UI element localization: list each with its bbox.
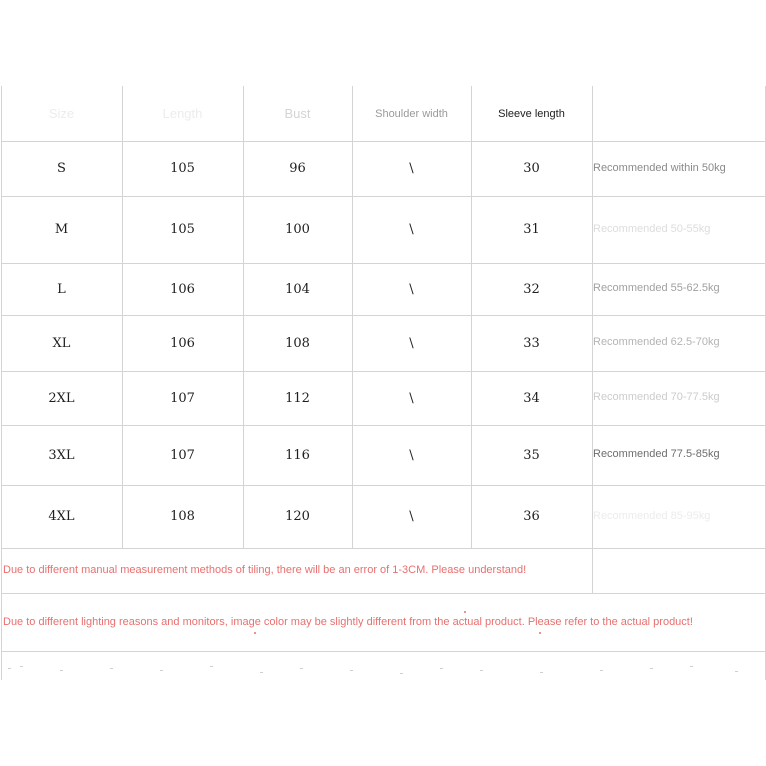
recommendation-cell: Recommended 62.5-70kg bbox=[593, 336, 720, 348]
decorative-dot bbox=[254, 632, 256, 634]
faint-mark bbox=[400, 673, 403, 674]
faint-mark bbox=[300, 668, 303, 669]
length-cell: 105 bbox=[170, 161, 195, 176]
bust-cell: 116 bbox=[285, 447, 310, 463]
faint-mark bbox=[600, 670, 603, 671]
header-bust: Bust bbox=[284, 106, 311, 121]
header-shoulder-width: Shoulder width bbox=[375, 107, 448, 120]
shoulder-cell: \ bbox=[409, 222, 414, 237]
faint-mark bbox=[20, 666, 23, 667]
grid-row-line bbox=[1, 548, 766, 549]
sleeve-cell: 35 bbox=[523, 447, 540, 463]
size-cell: 3XL bbox=[48, 447, 75, 463]
size-cell: S bbox=[57, 161, 66, 176]
sleeve-cell: 30 bbox=[523, 161, 540, 176]
measurement-note: Due to different manual measurement methods of tiling, there will be an error of 1-3CM. Please understand! bbox=[3, 564, 527, 576]
recommendation-cell: Recommended 85-95kg bbox=[593, 509, 711, 522]
sleeve-cell: 36 bbox=[523, 509, 540, 524]
decorative-dot bbox=[539, 632, 541, 634]
size-cell: M bbox=[54, 222, 69, 237]
bust-cell: 104 bbox=[285, 281, 310, 297]
grid-row-line bbox=[1, 651, 766, 652]
faint-mark bbox=[350, 670, 353, 671]
length-cell: 105 bbox=[170, 222, 195, 237]
size-cell: 2XL bbox=[48, 390, 75, 406]
faint-mark bbox=[440, 668, 443, 669]
shoulder-cell: \ bbox=[409, 447, 414, 463]
faint-mark bbox=[540, 672, 543, 673]
bust-cell: 100 bbox=[285, 222, 310, 237]
faint-mark bbox=[110, 668, 113, 669]
header-length: Length bbox=[162, 106, 203, 121]
size-cell: 4XL bbox=[48, 509, 75, 524]
faint-mark bbox=[8, 668, 11, 669]
sleeve-cell: 31 bbox=[523, 222, 540, 237]
faint-mark bbox=[60, 670, 63, 671]
length-cell: 106 bbox=[170, 281, 195, 297]
grid-row-line bbox=[1, 593, 766, 594]
faint-mark bbox=[210, 666, 213, 667]
shoulder-cell: \ bbox=[409, 281, 414, 297]
shoulder-cell: \ bbox=[409, 390, 414, 406]
faint-mark bbox=[480, 670, 483, 671]
header-size: Size bbox=[48, 106, 75, 121]
sleeve-cell: 34 bbox=[523, 390, 540, 406]
recommendation-cell: Recommended 70-77.5kg bbox=[593, 391, 720, 403]
faint-mark bbox=[690, 666, 693, 667]
length-cell: 106 bbox=[170, 335, 195, 351]
recommendation-cell: Recommended 77.5-85kg bbox=[593, 448, 720, 460]
bust-cell: 108 bbox=[285, 335, 310, 351]
bust-cell: 96 bbox=[289, 161, 306, 176]
faint-mark bbox=[735, 671, 738, 672]
recommendation-cell: Recommended within 50kg bbox=[593, 161, 726, 174]
faint-mark bbox=[160, 670, 163, 671]
length-cell: 107 bbox=[170, 447, 195, 463]
grid-col-line bbox=[1, 548, 2, 680]
length-cell: 108 bbox=[170, 509, 195, 524]
color-note: Due to different lighting reasons and monitors, image color may be slightly different from the actual product. Please refer to the actual product! bbox=[3, 616, 693, 628]
sleeve-cell: 33 bbox=[523, 335, 540, 351]
bust-cell: 112 bbox=[285, 390, 310, 406]
shoulder-cell: \ bbox=[409, 161, 414, 176]
faint-mark bbox=[260, 672, 263, 673]
size-cell: XL bbox=[52, 335, 71, 351]
sleeve-cell: 32 bbox=[523, 281, 540, 297]
recommendation-cell: Recommended 50-55kg bbox=[593, 222, 711, 235]
header-sleeve-length: Sleeve length bbox=[498, 107, 565, 120]
length-cell: 107 bbox=[170, 390, 195, 406]
shoulder-cell: \ bbox=[409, 335, 414, 351]
recommendation-cell: Recommended 55-62.5kg bbox=[593, 282, 720, 294]
decorative-dot bbox=[464, 611, 466, 613]
size-cell: L bbox=[57, 281, 66, 297]
shoulder-cell: \ bbox=[409, 509, 414, 524]
bust-cell: 120 bbox=[285, 509, 310, 524]
faint-mark bbox=[650, 668, 653, 669]
grid-col-line bbox=[592, 548, 593, 593]
